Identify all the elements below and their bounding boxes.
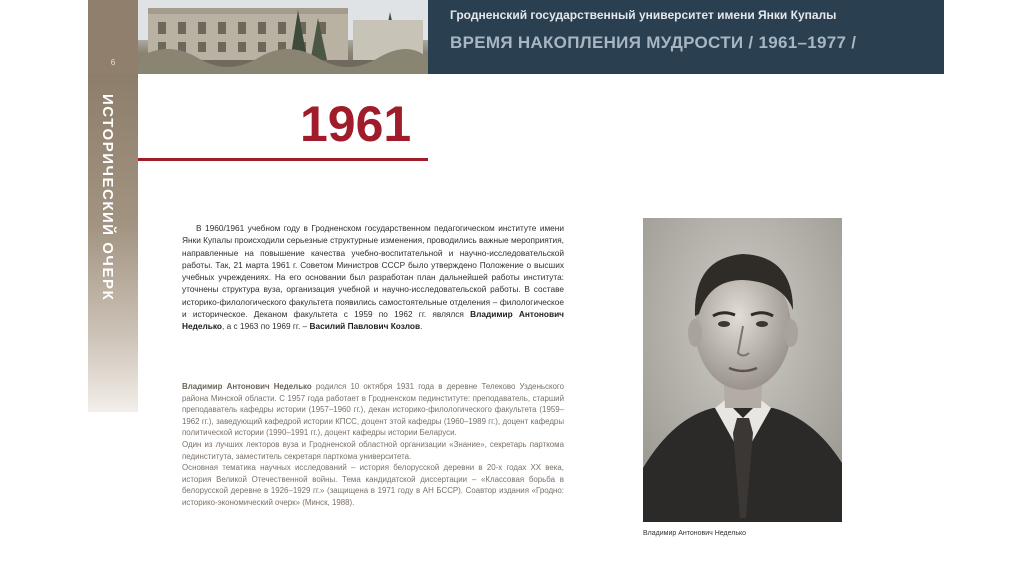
page-number: 6 xyxy=(110,58,116,67)
biography-block xyxy=(182,381,564,509)
era-title: ВРЕМЯ НАКОПЛЕНИЯ МУДРОСТИ / 1961–1977 / xyxy=(450,33,857,52)
sidebar-top-block xyxy=(88,0,138,74)
campus-building-illustration xyxy=(138,0,428,74)
year-underline xyxy=(138,158,428,161)
portrait-photo xyxy=(643,218,842,522)
portrait-caption: Владимир Антонович Неделько xyxy=(643,530,747,537)
bio-paragraph-2: Один из лучших лекторов вуза и Гродненской областной организации «Знание», секретарь парткома пединститута, заместитель секретаря парткома университета. xyxy=(182,439,564,461)
paragraph-end: . xyxy=(420,321,423,332)
paragraph-text: В 1960/1961 учебном году в Гродненском государственном педагогическом институте имени Янки Купалы происходили серьезные структурные изменения, проводились важные мероприятия, направленные на повышение качества учебно-воспитательной и научно-исследовательской работы. Так, 21 марта 1961 г. Советом Министров СССР было утверждено Положение о высших учебных учреждениях. На его основании был разработан план дальнейшей работы института: уточнены структура вуза, организация учебной и научно-исследовательской работы. В составе историко-филологического факультета появились самостоятельные отделения – филологическое и историческое. Деканом факультета с 1959 по 1962 гг. являлся xyxy=(182,223,564,320)
header-campus-photo xyxy=(138,0,428,74)
header-band xyxy=(428,0,944,74)
dean-name-1: Владимир Антонович Неделько xyxy=(182,309,564,332)
paragraph-between: , а с 1963 по 1969 гг. – xyxy=(221,321,310,332)
dean-name-2: Василий Павлович Козлов xyxy=(309,321,421,332)
portrait-illustration xyxy=(643,218,842,522)
main-paragraph xyxy=(182,222,564,333)
bio-paragraph-1 xyxy=(182,381,564,439)
bio-paragraph-3: Основная тематика научных исследований – история белорусской деревни в 20-х годах XX века, история Великой Отечественной войны. Тема кандидатской диссертации – «Классовая борьба в белорусской деревне в 1926–1929 гг.» (защищена в 1971 году в АН БССР). Соавтор издания «Гродно: историко-экономический очерк» (Минск, 1988). xyxy=(182,463,564,507)
university-name: Гродненский государственный университет имени Янки Купалы xyxy=(450,8,837,22)
bio-lead-name: Владимир Антонович Неделько xyxy=(182,382,312,391)
section-title: ИСТОРИЧЕСКИЙ ОЧЕРК xyxy=(99,94,116,302)
bio-text-1: родился 10 октября 1931 года в деревне Телеково Узденьского района Минской области. С 1957 года работает в Гродненском пединституте: преподаватель, старший преподаватель кафедры истории (1957–1960 гг.), декан историко-филологического факультета (1959–1962 гг.), заведующий кафедрой истории КПСС, доцент этой кафедры (1960–1989 гг.), доцент кафедры политической истории (1990–1991 гг.), доцент кафедры истории Беларуси. xyxy=(182,382,564,438)
sidebar-strip xyxy=(88,74,138,412)
year-heading: 1961 xyxy=(300,96,412,152)
